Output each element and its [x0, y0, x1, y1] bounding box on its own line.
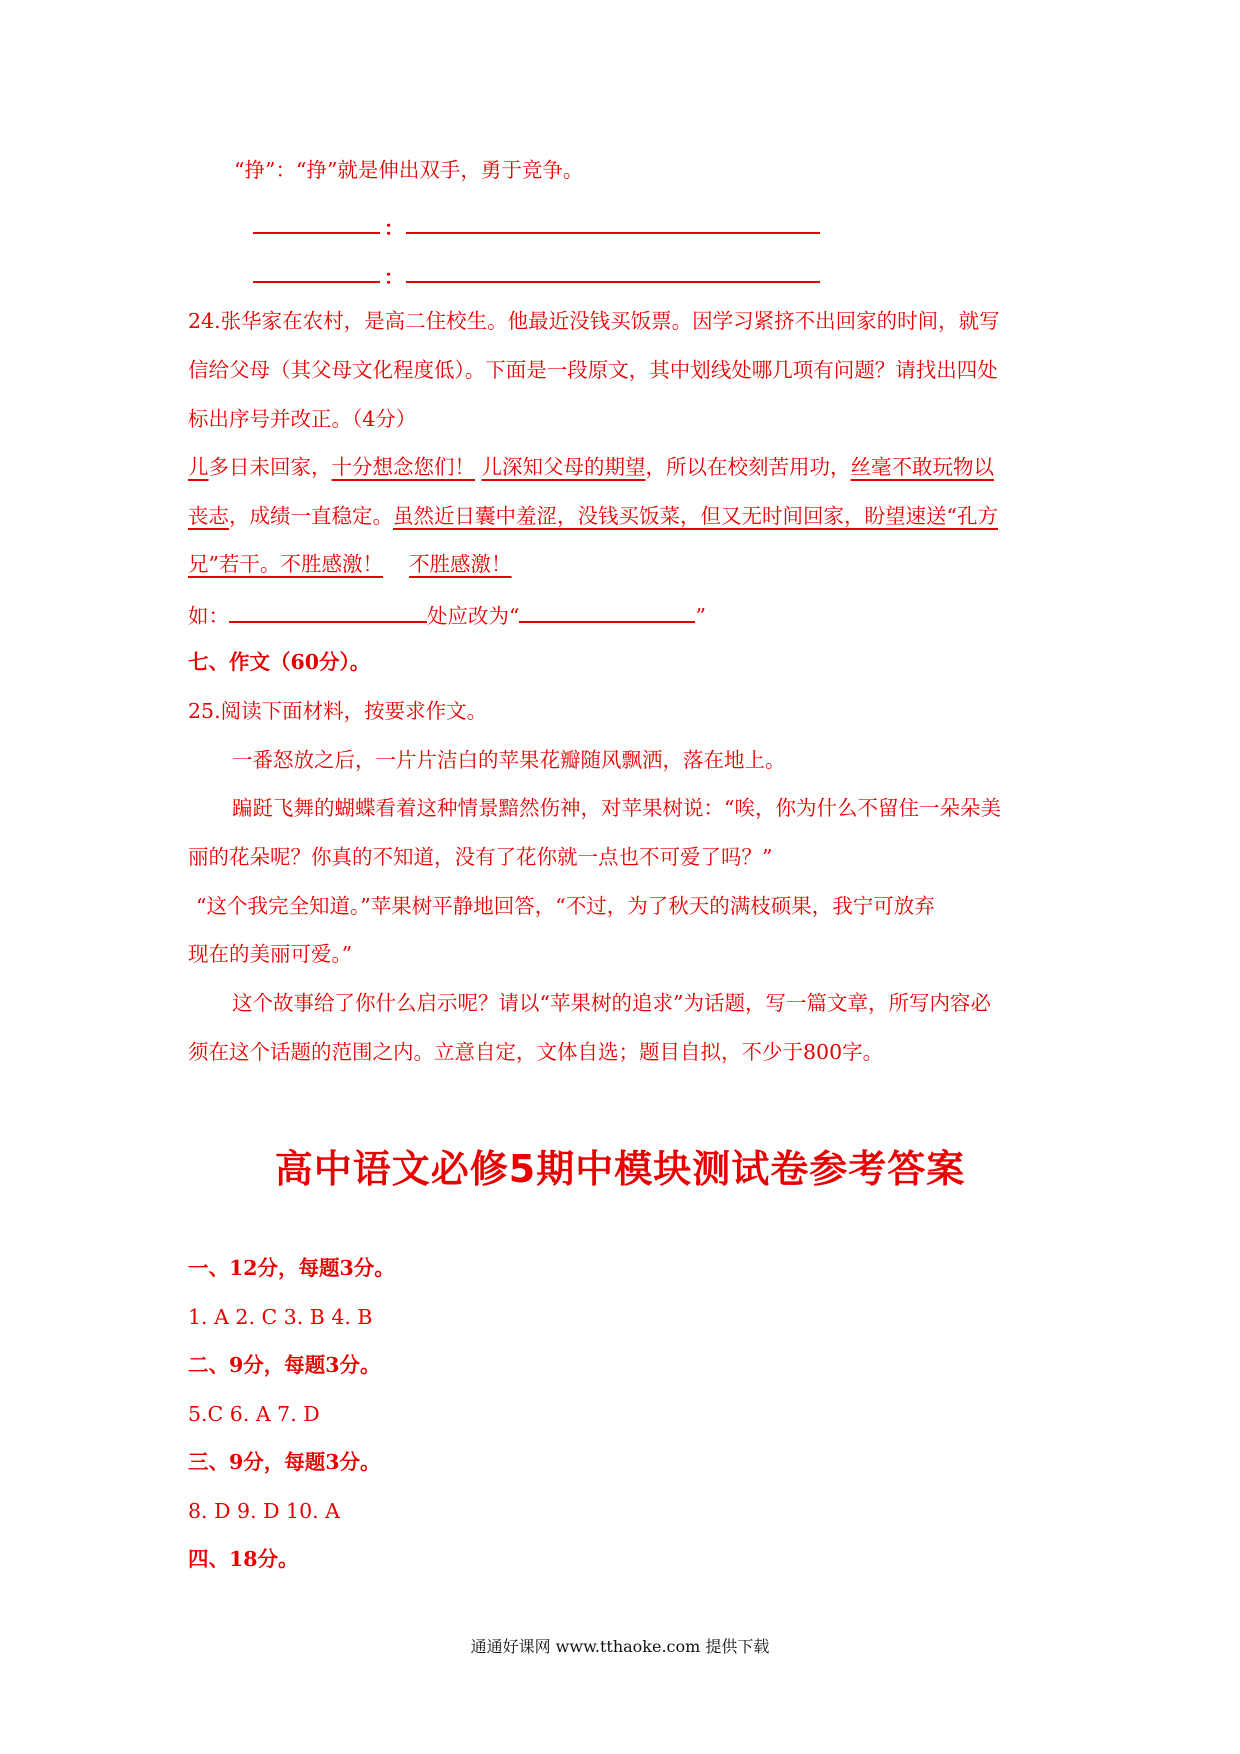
q24-underline-nangzhong: 虽然近日囊中羞涩，没钱买饭菜，但又无时间回家，盼望速送“孔方: [393, 504, 998, 528]
q24-text: ，成绩一直稳定。: [229, 504, 393, 528]
answer-key-title: 高中语文必修5期中模块测试卷参考答案: [274, 1147, 966, 1191]
q25-paragraph-3a: “这个我完全知道。”苹果树平静地回答，“不过，为了秋天的满枝硕果，我宁可放弃: [196, 894, 935, 918]
q23-blank-word-1[interactable]: [253, 214, 380, 234]
q24-example-mid: 处应改为“: [427, 604, 520, 628]
q24-passage-line-3: [188, 554, 512, 575]
answer-section-2-heading: 二、9分，每题3分。: [188, 1353, 381, 1377]
answer-section-4-heading: 四、18分。: [188, 1547, 299, 1571]
q23-colon-2: ：: [384, 265, 404, 289]
q25-paragraph-4b: 须在这个话题的范围之内。立意自定，文体自选；题目自拟，不少于800字。: [188, 1040, 884, 1064]
q24-underline-expectation: 儿深知父母的期望: [481, 455, 646, 479]
q24-example-prefix: 如：: [188, 604, 229, 628]
q24-underline-miss: 十分想念您们！: [331, 455, 475, 479]
q24-example-end: ”: [695, 604, 706, 628]
q24-underline-er: 儿: [188, 455, 209, 479]
q23-blank-explanation-1[interactable]: [406, 214, 820, 234]
q24-stem-line-1: 24.张华家在农村，是高二住校生。他最近没钱买饭票。因学习紧挤不出回家的时间，就写: [188, 309, 1000, 333]
section-7-heading: 七、作文（60分）。: [188, 650, 371, 674]
q23-definition-line: “挣”：“挣”就是伸出双手，勇于竞争。: [234, 158, 584, 182]
answer-section-1-heading: 一、12分，每题3分。: [188, 1256, 395, 1280]
q24-underline-sangzhi: 丧志: [188, 504, 229, 528]
q24-underline-wanwu: 丝毫不敢玩物以: [850, 455, 995, 479]
q24-example-blank-1[interactable]: [229, 603, 427, 623]
answer-section-3-values: 8. D 9. D 10. A: [188, 1499, 340, 1523]
q25-paragraph-2a: 蹁跹飞舞的蝴蝶看着这种情景黯然伤神，对苹果树说：“唉，你为什么不留住一朵朵美: [232, 796, 1001, 820]
answer-section-2-values: 5.C 6. A 7. D: [188, 1402, 320, 1426]
q25-stem: 25.阅读下面材料，按要求作文。: [188, 699, 488, 723]
q24-passage-line-1: [188, 457, 994, 478]
q24-example-line: [188, 603, 706, 627]
q25-paragraph-1: 一番怒放之后，一片片洁白的苹果花瓣随风飘洒，落在地上。: [232, 748, 786, 772]
q24-text: ，所以在校刻苦用功，: [645, 455, 851, 479]
footer-source: 通通好课网 www.tthaoke.com 提供下载: [470, 1637, 770, 1656]
q25-paragraph-4a: 这个故事给了你什么启示呢？请以“苹果树的追求”为话题，写一篇文章，所写内容必: [232, 991, 991, 1015]
q24-stem-line-2: 信给父母（其父母文化程度低）。下面是一段原文，其中划线处哪几项有问题？请找出四处: [188, 358, 998, 382]
q24-text: 多日未回家，: [208, 455, 332, 479]
q23-blank-explanation-2[interactable]: [406, 263, 820, 283]
q24-example-blank-2[interactable]: [519, 603, 695, 623]
q24-stem-line-3: 标出序号并改正。（4分）: [188, 407, 417, 431]
q25-paragraph-2b: 丽的花朵呢？你真的不知道，没有了花你就一点也不可爱了吗？”: [188, 845, 773, 869]
answer-section-3-heading: 三、9分，每题3分。: [188, 1450, 381, 1474]
q24-underline-kongfang: 兄”若干。不胜感激！: [188, 552, 383, 576]
q24-underline-ganji: 不胜感激！: [409, 552, 512, 576]
q25-paragraph-3b: 现在的美丽可爱。”: [188, 942, 353, 966]
q24-passage-line-2: [188, 506, 998, 527]
answer-section-1-values: 1. A 2. C 3. B 4. B: [188, 1305, 373, 1329]
q23-blank-word-2[interactable]: [253, 263, 380, 283]
q23-colon-1: ：: [384, 216, 404, 240]
